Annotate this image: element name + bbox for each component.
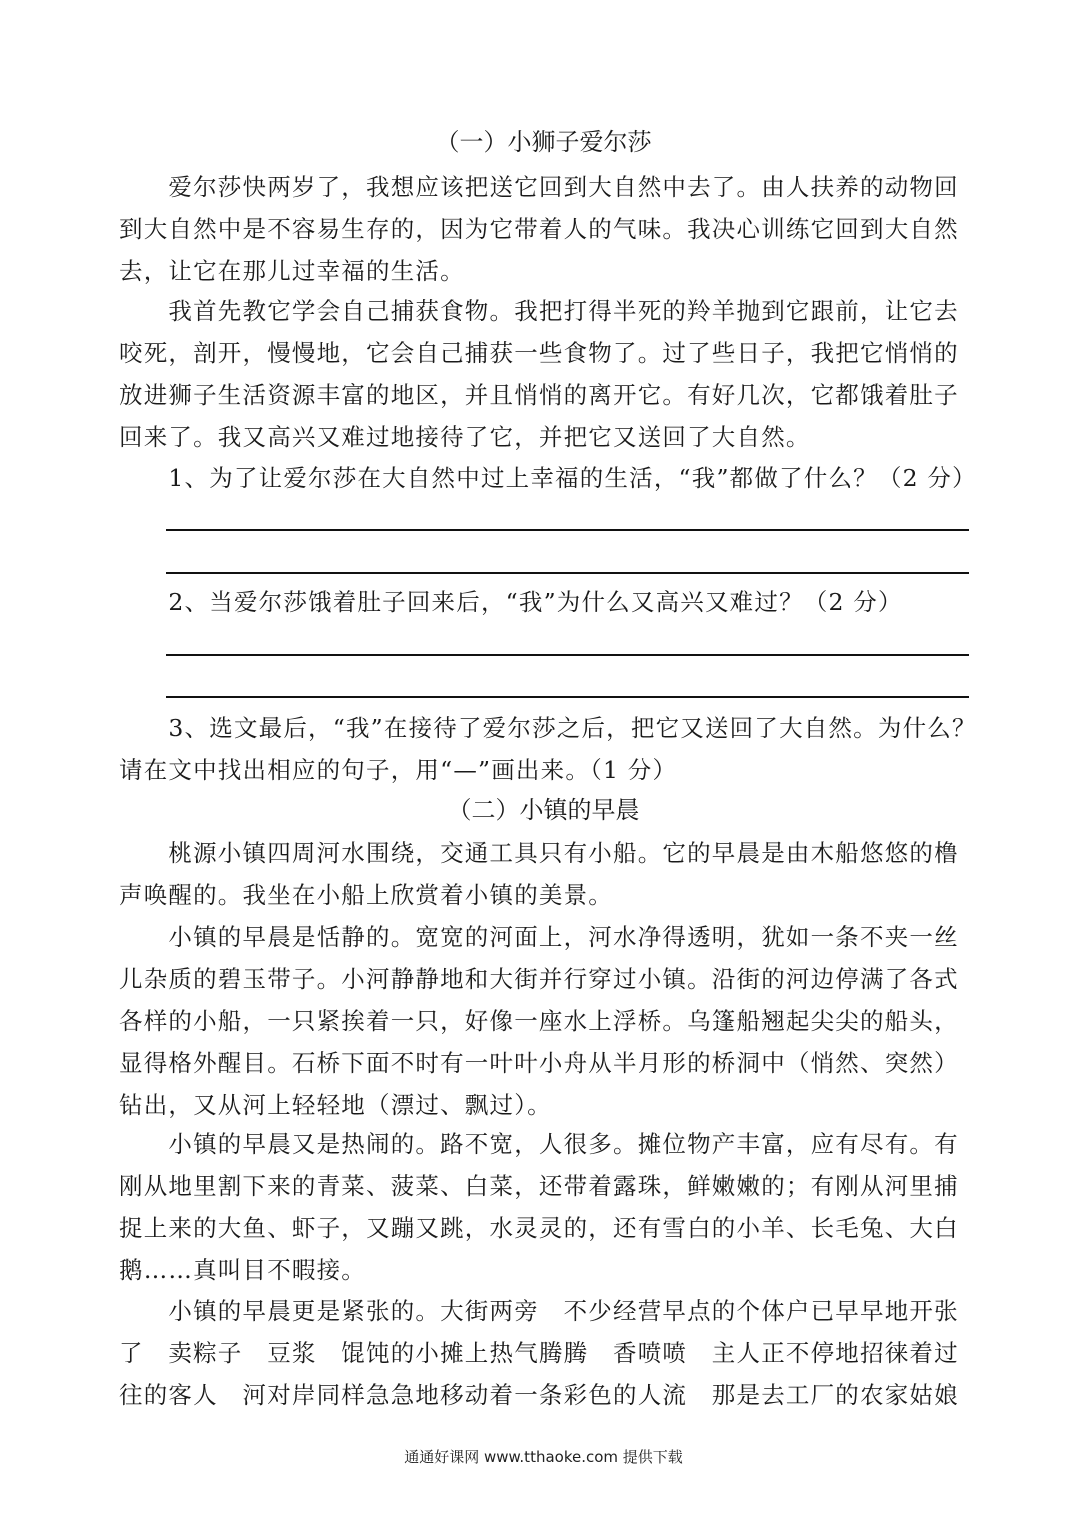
text-line: 去，让它在那儿过幸福的生活。 (119, 257, 465, 285)
text-line: 请在文中找出相应的句子，用“—”画出来。（1 分） (119, 756, 678, 784)
section1-paragraph-1 (119, 166, 971, 292)
text-line: 3、选文最后，“我”在接待了爱尔莎之后，把它又送回了大自然。为什么？ (119, 714, 977, 742)
answer-line[interactable] (166, 529, 969, 531)
text-line: 刚从地里割下来的青菜、菠菜、白菜，还带着露珠，鲜嫩嫩的；有刚从河里捕 (119, 1172, 959, 1200)
footer-source: 通通好课网 www.tthaoke.com 提供下载 (404, 1448, 683, 1466)
section2-paragraph-2 (119, 916, 971, 1126)
section2-paragraph-3 (119, 1123, 971, 1291)
text-line: 往的客人 河对岸同样急急地移动着一条彩色的人流 那是去工厂的农家姑娘 (119, 1381, 959, 1409)
section2-title: （二）小镇的早晨 (447, 796, 640, 824)
text-line: 各样的小船，一只紧挨着一只，好像一座水上浮桥。乌篷船翘起尖尖的船头， (119, 1007, 959, 1035)
text-line: 2、当爱尔莎饿着肚子回来后，“我”为什么又高兴又难过？（2 分） (119, 588, 903, 616)
text-line: 我首先教它学会自己捕获食物。我把打得半死的羚羊抛到它跟前，让它去 (119, 297, 959, 325)
text-line: 声唤醒的。我坐在小船上欣赏着小镇的美景。 (119, 881, 613, 909)
question-3 (119, 707, 977, 791)
text-line: 咬死，剖开，慢慢地，它会自己捕获一些食物了。过了些日子，我把它悄悄的 (119, 339, 959, 367)
text-line: 了 卖粽子 豆浆 馄饨的小摊上热气腾腾 香喷喷 主人正不停地招徕着过 (119, 1339, 959, 1367)
answer-line[interactable] (166, 696, 969, 698)
text-line: 儿杂质的碧玉带子。小河静静地和大街并行穿过小镇。沿街的河边停满了各式 (119, 965, 959, 993)
text-line: 放进狮子生活资源丰富的地区，并且悄悄的离开它。有好几次，它都饿着肚子 (119, 381, 959, 409)
text-line: 小镇的早晨又是热闹的。路不宽，人很多。摊位物产丰富，应有尽有。有 (119, 1130, 959, 1158)
text-line: 1、为了让爱尔莎在大自然中过上幸福的生活，“我”都做了什么？（2 分） (119, 464, 977, 492)
section1-title: （一）小狮子爱尔莎 (435, 128, 652, 156)
question-1 (119, 457, 977, 499)
text-line: 鹅……真叫目不暇接。 (119, 1256, 366, 1284)
text-line: 小镇的早晨更是紧张的。大街两旁 不少经营早点的个体户已早早地开张 (119, 1297, 959, 1325)
text-line: 钻出，又从河上轻轻地（漂过、飘过）。 (119, 1091, 552, 1119)
question-2 (119, 581, 971, 623)
text-line: 显得格外醒目。石桥下面不时有一叶叶小舟从半月形的桥洞中（悄然、突然） (119, 1049, 959, 1077)
text-line: 桃源小镇四周河水围绕，交通工具只有小船。它的早晨是由木船悠悠的橹 (119, 839, 959, 867)
text-line: 回来了。我又高兴又难过地接待了它，并把它又送回了大自然。 (119, 423, 811, 451)
answer-line[interactable] (166, 572, 969, 574)
text-line: 捉上来的大鱼、虾子，又蹦又跳，水灵灵的，还有雪白的小羊、长毛兔、大白 (119, 1214, 959, 1242)
section1-paragraph-2 (119, 290, 971, 458)
text-line: 小镇的早晨是恬静的。宽宽的河面上，河水净得透明，犹如一条不夹一丝 (119, 923, 959, 951)
section2-paragraph-4 (119, 1290, 971, 1416)
text-line: 到大自然中是不容易生存的，因为它带着人的气味。我决心训练它回到大自然 (119, 215, 959, 243)
answer-line[interactable] (166, 654, 969, 656)
text-line: 爱尔莎快两岁了，我想应该把送它回到大自然中去了。由人扶养的动物回 (119, 173, 959, 201)
section2-paragraph-1 (119, 832, 971, 916)
